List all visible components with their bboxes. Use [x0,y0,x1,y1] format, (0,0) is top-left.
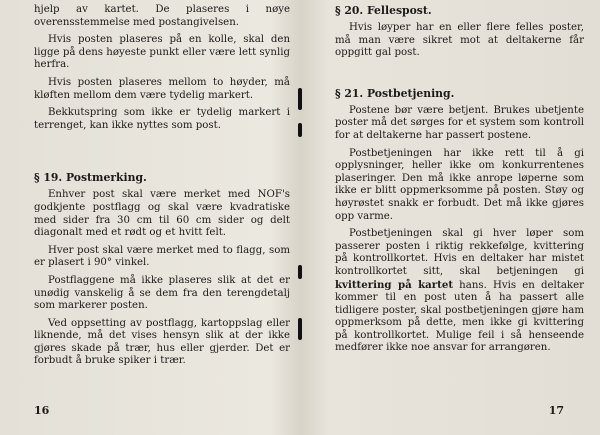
paragraph: Postflaggene må ikke plaseres slik at det er unødig vanskelig å se dem fra den terengdetalj som markerer posten. [34,274,290,312]
spacer [335,65,584,87]
staple-mark [298,123,302,137]
paragraph: Enhver post skal være merket med NOF's godkjente postflagg og skal være kvadratiske med sider fra 30 cm til 60 cm sider og delt diagonalt med et rødt og et hvitt felt. [34,189,290,239]
page-right [300,0,600,435]
text-run: hans. Hvis en deltaker kommer til en post uten å ha passert alle tidligere poster, skal postbetjeningen gjøre ham oppmerksom på dette, men ikke gi kvittering på kontrollkortet. Mulige feil i så henseende medfører ikke noe ansvar for arrangøren. [335,279,584,354]
bold-text-run: kvittering på kartet [335,278,454,291]
paragraph: hjelp av kartet. De plaseres i nøye overensstemmelse med postangivelsen. [34,4,290,28]
paragraph: Hvis posten plaseres på en kolle, skal den ligge på dens høyeste punkt eller være lett synlig herfra. [34,34,290,71]
staple-mark [298,265,302,279]
section-heading-21: § 21. Postbetjening. [335,86,455,100]
paragraph [335,228,584,355]
staple-mark [298,88,302,110]
section-heading-19: § 19. Postmerking. [34,171,147,185]
paragraph: Postene bør være betjent. Brukes ubetjente poster må det sørges for et system som kontroll for at deltakerne har passert postene. [335,104,584,141]
text-run: Postbetjeningen skal gi hver løper som passerer posten i riktig rekkefølge, kvittering på kontrollkortet. Hvis en deltaker har mistet kontrollkortet sitt, skal betjeningen gi [335,228,584,277]
section-heading-20: § 20. Fellespost. [335,4,432,17]
paragraph: Postbetjeningen har ikke rett til å gi opplysninger, heller ikke om konkurrentenes plaseringer. Den må ikke anrope løperne som ikke er blitt oppmerksomme på posten. Støy og høyrøstet snakk er forbudt. Det må ikke gjøres opp varme. [335,147,584,222]
paragraph: Hvis posten plaseres mellom to høyder, må kløften mellom dem være tydelig markert. [34,76,290,101]
paragraph: Hvis løyper har en eller flere felles poster, må man være sikret mot at deltakerne får oppgitt gal post. [335,22,584,59]
paragraph: Bekkutspring som ikke er tydelig markert i terrenget, kan ikke nyttes som post. [34,107,290,131]
spacer [34,137,290,171]
paragraph: Hver post skal være merket med to flagg, som er plasert i 90° vinkel. [34,244,290,269]
page-number-right: 17 [548,404,564,417]
staple-mark [298,318,302,340]
page-number-left: 16 [34,404,50,417]
paragraph: Ved oppsetting av postflagg, kartoppslag eller liknende, må det vises hensyn slik at der ikke gjøres skade på trær, hus eller gjerder. Det er forbudt å bruke spiker i trær. [34,317,290,367]
